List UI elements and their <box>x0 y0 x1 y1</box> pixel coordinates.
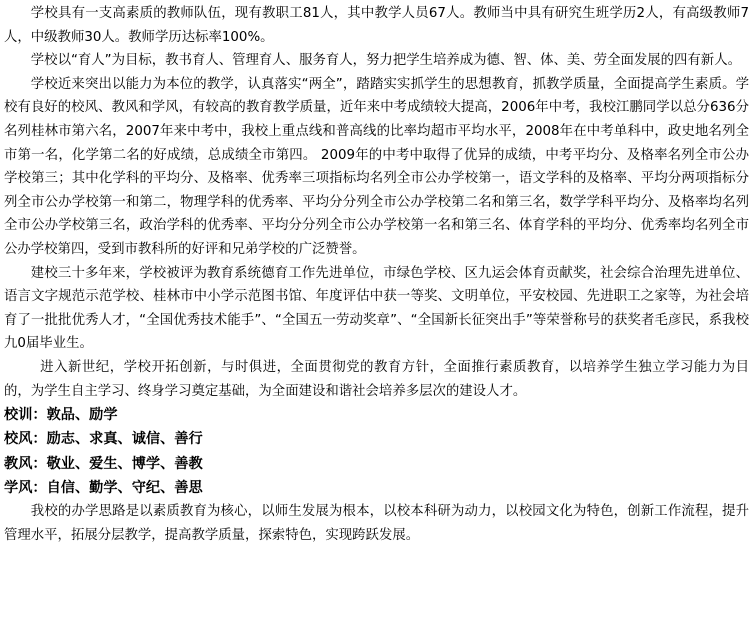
motto-label: 教风： <box>4 455 47 472</box>
motto-value: 自信、勤学、守纪、善思 <box>46 479 203 496</box>
motto-school-spirit <box>4 427 749 451</box>
motto-teaching-style <box>4 452 749 476</box>
motto-value: 敬业、爱生、博学、善教 <box>46 455 203 472</box>
paragraph-achievements: 学校近来突出以能力为本位的教学，认真落实“两全”，踏踏实实抓学生的思想教育，抓教学质量，全面提高学生素质。学校有良好的校风、教风和学风，有较高的教育教学质量，近年来中考成绩较大提高，2006年中考，我校江鹏同学以总分636分名列桂林市第六名，2007年来中考中，我校上重点线和普高线的比率均超市平均水平，2008年在中考单科中，政史地名列全市第一名，化学第二名的好成绩，总成绩全市第四。 2009年的中考中取得了优异的成绩，中考平均分、及格率名列全市公办学校第三；其中化学科的平均分、及格率、优秀率三项指标均名列全市公办学校第一，语文学科的及格率、平均分两项指标分列全市公办学校第一和第二，物理学科的优秀率、平均分分列全市公办学校第二名和第三名，数学学科平均分、及格率均名列全市公办学校第三名，政治学科的优秀率、平均分分列全市公办学校第一名和第三名、体育学科的平均分、优秀率均名列全市公办学校第四，受到市教科所的好评和兄弟学校的广泛赞誉。 <box>4 76 749 257</box>
motto-label: 校风： <box>4 431 47 448</box>
motto-value: 励志、求真、诚信、善行 <box>46 431 203 448</box>
motto-label: 学风： <box>4 479 47 496</box>
motto-value: 敦品、励学 <box>46 407 118 424</box>
paragraph-new-century: 进入新世纪，学校开拓创新，与时俱进，全面贯彻党的教育方针，全面推行素质教育，以培养学生独立学习能力为目的，为学生自主学习、终身学习奠定基础，为全面建设和谐社会培养多层次的建设人才。 <box>4 359 749 399</box>
motto-label: 校训： <box>4 407 47 424</box>
motto-list <box>4 403 749 500</box>
motto-study-style <box>4 476 749 500</box>
paragraph-goal: 学校以“育人”为目标，教书育人、管理育人、服务育人，努力把学生培养成为德、智、体、美、劳全面发展的四有新人。 <box>30 53 741 69</box>
motto-school-motto <box>4 403 749 427</box>
paragraph-honors: 建校三十多年来，学校被评为教育系统德育工作先进单位，市绿色学校、区九运会体育贡献奖，社会综合治理先进单位、语言文字规范示范学校、桂林市中小学示范图书馆、年度评估中获一等奖、文明单位，平安校园、先进职工之家等，为社会培育了一批批优秀人才，“全国优秀技术能手”、“全国五一劳动奖章”、“全国新长征突出手”等荣誉称号的获奖者毛彦民，系我校九0届毕业生。 <box>4 265 749 352</box>
paragraph-closing: 我校的办学思路是以素质教育为核心，以师生发展为根本，以校本科研为动力，以校园文化为特色，创新工作流程，提升管理水平，拓展分层教学，提高教学质量，探索特色，实现跨跃发展。 <box>4 503 749 543</box>
paragraph-staff: 学校具有一支高素质的教师队伍，现有教职工81人，其中教学人员67人。教师当中具有研究生班学历2人，有高级教师7人，中级教师30人。教师学历达标率100%。 <box>4 6 749 45</box>
